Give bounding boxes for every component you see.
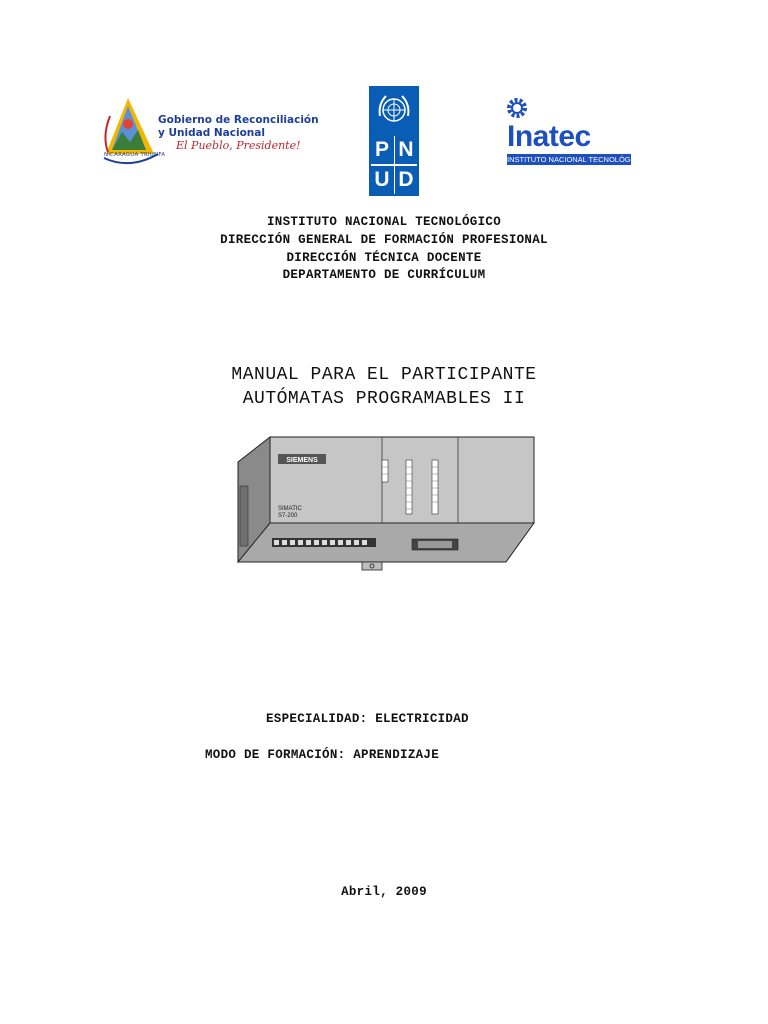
gobierno-name-line2: y Unidad Nacional [158, 127, 265, 139]
plc-illustration [236, 434, 538, 574]
header-line-4: DEPARTAMENTO DE CURRÍCULUM [282, 268, 486, 282]
header-line-2: DIRECCIÓN GENERAL DE FORMACIÓN PROFESIONAL [220, 233, 548, 247]
pnud-letter-n: N [398, 138, 414, 161]
title-line-1: MANUAL PARA EL PARTICIPANTE [231, 365, 537, 385]
header-line-1: INSTITUTO NACIONAL TECNOLÓGICO [266, 215, 502, 229]
plc-model-line1: SIMATIC [278, 506, 302, 512]
plc-brand: SIEMENS [286, 457, 318, 464]
date-label: Abril, 2009 [341, 885, 427, 899]
modo-formacion-label: MODO DE FORMACIÓN: APRENDIZAJE [205, 748, 440, 762]
pnud-letter-p: P [374, 138, 389, 161]
inatec-logo [505, 96, 644, 166]
header-line-3: DIRECCIÓN TÉCNICA DOCENTE [286, 251, 482, 265]
especialidad-label: ESPECIALIDAD: ELECTRICIDAD [266, 712, 469, 726]
pnud-logo [369, 86, 419, 196]
pnud-letter-d: D [398, 168, 414, 191]
inatec-subtitle: INSTITUTO NACIONAL TECNOLÓGICO [507, 155, 644, 164]
gear-icon [505, 96, 529, 120]
title-line-2: AUTÓMATAS PROGRAMABLES II [242, 389, 526, 409]
gobierno-slogan: El Pueblo, Presidente! [176, 139, 301, 152]
gobierno-arc-text: NICARAGUA TRIUNFA [104, 152, 166, 158]
inatec-wordmark: Inatec [507, 120, 591, 153]
gobierno-name-line1: Gobierno de Reconciliación [158, 114, 319, 126]
plc-model-line2: S7-200 [278, 513, 298, 519]
pnud-letter-u: U [374, 168, 390, 191]
un-emblem-icon [374, 90, 414, 130]
gobierno-logo [100, 96, 319, 170]
